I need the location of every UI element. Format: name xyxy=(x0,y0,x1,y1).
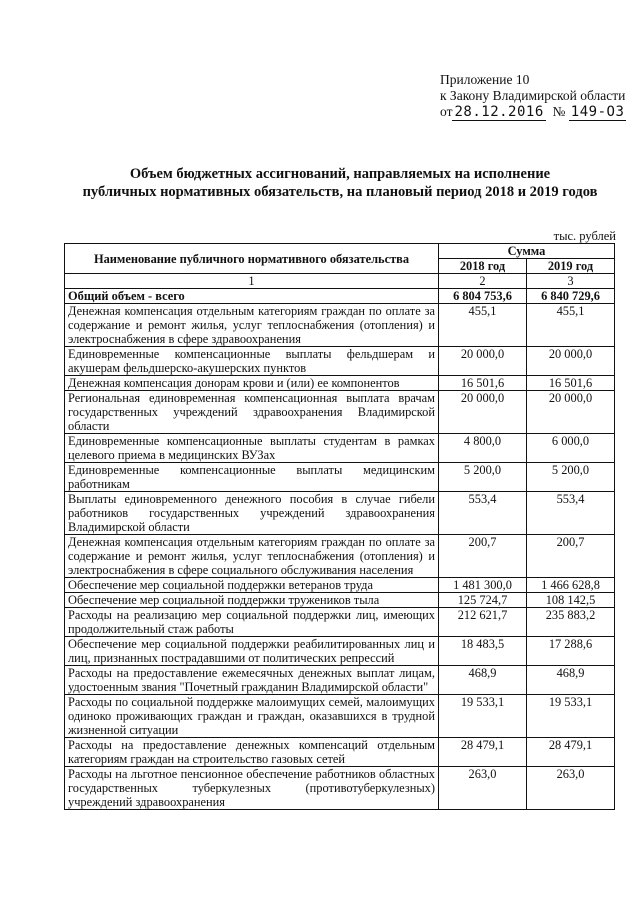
obligation-name-cell: Единовременные компенсационные выплаты студентам в рамках целевого приема в медицинских ВУЗах xyxy=(65,434,439,463)
total-2019: 6 840 729,6 xyxy=(527,289,615,304)
obligation-name-cell: Расходы на предоставление ежемесячных денежных выплат лицам, удостоенным звания "Почетный гражданин Владимирской области" xyxy=(65,666,439,695)
from-label: от xyxy=(440,104,453,119)
amount-2018-cell: 553,4 xyxy=(439,492,527,535)
table-row xyxy=(65,376,615,391)
table-row xyxy=(65,608,615,637)
total-label: Общий объем - всего xyxy=(65,289,439,304)
appendix-title: Приложение 10 xyxy=(440,72,530,87)
amount-2019-cell: 455,1 xyxy=(527,304,615,347)
title-line-1: Объем бюджетных ассигнований, направляемых на исполнение xyxy=(129,166,551,182)
amount-2018-cell: 28 479,1 xyxy=(439,738,527,767)
obligation-name-cell: Расходы по социальной поддержке малоимущих семей, малоимущих одиноко проживающих граждан и граждан, оказавшихся в трудной жизненной ситуации xyxy=(65,695,439,738)
amount-2018-cell: 18 483,5 xyxy=(439,637,527,666)
number-label: № xyxy=(552,104,566,119)
table-row xyxy=(65,347,615,376)
obligation-name-cell: Выплаты единовременного денежного пособия в случае гибели работников государственных учреждений здравоохранения Владимирской области xyxy=(65,492,439,535)
law-date: 28.12.2016 xyxy=(454,104,544,120)
obligation-name-cell: Единовременные компенсационные выплаты фельдшерам и акушерам фельдшерско-акушерских пунктов xyxy=(65,347,439,376)
obligations-table xyxy=(64,243,615,810)
amount-2019-cell: 6 000,0 xyxy=(527,434,615,463)
table-row xyxy=(65,391,615,434)
amount-2018-cell: 4 800,0 xyxy=(439,434,527,463)
table-row xyxy=(65,578,615,593)
amount-2019-cell: 553,4 xyxy=(527,492,615,535)
amount-2019-cell: 263,0 xyxy=(527,767,615,810)
amount-2018-cell: 125 724,7 xyxy=(439,593,527,608)
amount-2019-cell: 17 288,6 xyxy=(527,637,615,666)
column-header-2018: 2018 год xyxy=(439,259,527,274)
amount-2019-cell: 28 479,1 xyxy=(527,738,615,767)
total-row xyxy=(65,289,615,304)
header-row xyxy=(65,244,615,259)
amount-2019-cell: 19 533,1 xyxy=(527,695,615,738)
appendix-date-line xyxy=(440,104,626,121)
amount-2018-cell: 19 533,1 xyxy=(439,695,527,738)
amount-2019-cell: 20 000,0 xyxy=(527,347,615,376)
table-row xyxy=(65,535,615,578)
index-cell: 2 xyxy=(439,274,527,289)
amount-2018-cell: 5 200,0 xyxy=(439,463,527,492)
appendix-law: к Закону Владимирской области xyxy=(440,88,626,103)
obligation-name-cell: Расходы на реализацию мер социальной поддержки лиц, имеющих продолжительный стаж работы xyxy=(65,608,439,637)
units-label: тыс. рублей xyxy=(553,229,616,243)
law-number: 149-ОЗ xyxy=(570,104,625,120)
amount-2019-cell: 5 200,0 xyxy=(527,463,615,492)
obligation-name-cell: Расходы на льготное пенсионное обеспечение работников областных государственных туберкулезных (противотуберкулезных) учреждений здравоохранения xyxy=(65,767,439,810)
table-row xyxy=(65,463,615,492)
amount-2018-cell: 1 481 300,0 xyxy=(439,578,527,593)
table-row xyxy=(65,637,615,666)
obligation-name-cell: Денежная компенсация донорам крови и (или) ее компонентов xyxy=(65,376,439,391)
obligation-name-cell: Единовременные компенсационные выплаты медицинским работникам xyxy=(65,463,439,492)
amount-2018-cell: 263,0 xyxy=(439,767,527,810)
obligation-name-cell: Обеспечение мер социальной поддержки тружеников тыла xyxy=(65,593,439,608)
column-header-2019: 2019 год xyxy=(527,259,615,274)
table-row xyxy=(65,593,615,608)
obligation-name-cell: Денежная компенсация отдельным категориям граждан по оплате за содержание и ремонт жилья, услуг теплоснабжения (отопления) и электроснабжения в сфере социального обслуживания населения xyxy=(65,535,439,578)
document-title xyxy=(60,165,620,201)
index-cell: 3 xyxy=(527,274,615,289)
column-header-name: Наименование публичного нормативного обязательства xyxy=(65,244,439,274)
amount-2019-cell: 1 466 628,8 xyxy=(527,578,615,593)
table-row xyxy=(65,434,615,463)
title-line-2: публичных нормативных обязательств, на плановый период 2018 и 2019 годов xyxy=(82,184,598,200)
table-row xyxy=(65,738,615,767)
amount-2018-cell: 16 501,6 xyxy=(439,376,527,391)
table-row xyxy=(65,767,615,810)
table-row xyxy=(65,492,615,535)
table-row xyxy=(65,304,615,347)
amount-2018-cell: 200,7 xyxy=(439,535,527,578)
obligation-name-cell: Денежная компенсация отдельным категориям граждан по оплате за содержание и ремонт жилья, услуг теплоснабжения (отопления) и электроснабжения в сфере здравоохранения xyxy=(65,304,439,347)
total-2018: 6 804 753,6 xyxy=(439,289,527,304)
amount-2019-cell: 235 883,2 xyxy=(527,608,615,637)
amount-2019-cell: 16 501,6 xyxy=(527,376,615,391)
table-row xyxy=(65,666,615,695)
amount-2018-cell: 20 000,0 xyxy=(439,347,527,376)
obligation-name-cell: Обеспечение мер социальной поддержки ветеранов труда xyxy=(65,578,439,593)
appendix-block xyxy=(440,72,626,121)
amount-2019-cell: 20 000,0 xyxy=(527,391,615,434)
index-cell: 1 xyxy=(65,274,439,289)
amount-2018-cell: 468,9 xyxy=(439,666,527,695)
index-row xyxy=(65,274,615,289)
amount-2018-cell: 212 621,7 xyxy=(439,608,527,637)
amount-2019-cell: 108 142,5 xyxy=(527,593,615,608)
amount-2018-cell: 455,1 xyxy=(439,304,527,347)
amount-2018-cell: 20 000,0 xyxy=(439,391,527,434)
table-row xyxy=(65,695,615,738)
amount-2019-cell: 200,7 xyxy=(527,535,615,578)
obligation-name-cell: Обеспечение мер социальной поддержки реабилитированных лиц и лиц, признанных пострадавшими от политических репрессий xyxy=(65,637,439,666)
column-header-sum: Сумма xyxy=(439,244,615,259)
obligation-name-cell: Региональная единовременная компенсационная выплата врачам государственных учреждений здравоохранения Владимирской области xyxy=(65,391,439,434)
amount-2019-cell: 468,9 xyxy=(527,666,615,695)
obligation-name-cell: Расходы на предоставление денежных компенсаций отдельным категориям граждан на строительство газовых сетей xyxy=(65,738,439,767)
